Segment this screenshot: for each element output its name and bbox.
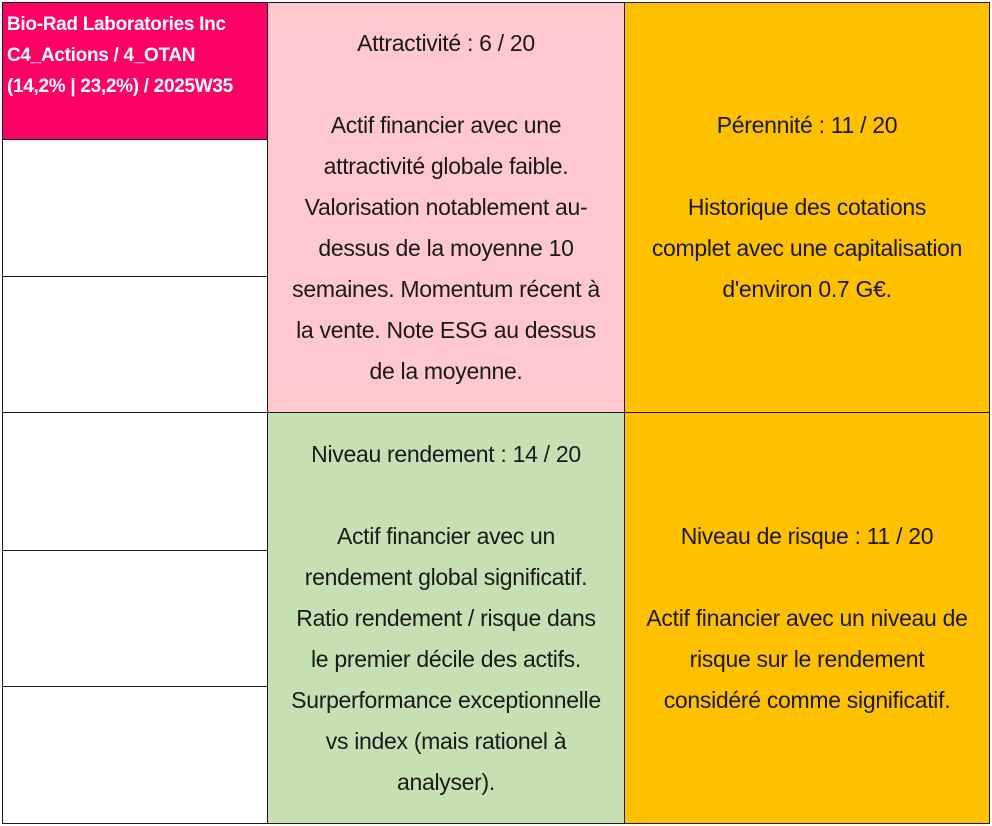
asset-name: Bio-Rad Laboratories Inc: [7, 14, 226, 35]
risque-title: Niveau de risque : 11 / 20: [680, 522, 934, 549]
empty-cell-1: [2, 139, 268, 277]
rendement-text-line: le premier décile des actifs.: [311, 645, 581, 672]
empty-cell-2: [2, 276, 268, 413]
risque-text-line: considéré comme significatif.: [663, 686, 951, 713]
asset-category: C4_Actions / 4_OTAN: [7, 45, 196, 66]
attractivite-title: Attractivité : 6 / 20: [357, 30, 535, 56]
attractivite-text-line: attractivité globale faible.: [323, 153, 569, 179]
rendement-text-line: rendement global significatif.: [304, 563, 588, 590]
empty-cell-3: [2, 412, 268, 551]
asset-period: (14,2% | 23,2%) / 2025W35: [7, 76, 233, 97]
asset-header: [2, 2, 268, 140]
rendement-text-line: Ratio rendement / risque dans: [296, 604, 596, 631]
attractivite-text-line: semaines. Momentum récent à: [292, 276, 600, 302]
risque-cell: [624, 412, 990, 824]
rendement-text-line: Surperformance exceptionnelle: [291, 686, 601, 713]
perennite-text-line: complet avec une capitalisation: [651, 235, 963, 261]
rendement-title: Niveau rendement : 14 / 20: [311, 440, 581, 467]
empty-cell-5: [2, 686, 268, 824]
rendement-text-line: analyser).: [397, 768, 495, 795]
attractivite-cell: [267, 2, 625, 413]
risque-text-line: risque sur le rendement: [689, 645, 925, 672]
attractivite-text-line: Actif financier avec une: [330, 112, 562, 138]
rendement-text-line: vs index (mais rationel à: [325, 727, 567, 754]
rendement-text-line: Actif financier avec un: [336, 522, 556, 549]
attractivite-text-line: Valorisation notablement au-: [304, 194, 588, 220]
rendement-cell: [267, 412, 625, 824]
empty-cell-4: [2, 550, 268, 687]
perennite-text-line: d'environ 0.7 G€.: [722, 276, 892, 302]
attractivite-text-line: dessus de la moyenne 10: [318, 235, 574, 261]
attractivite-text-line: la vente. Note ESG au dessus: [296, 317, 596, 343]
perennite-cell: [624, 2, 990, 413]
perennite-title: Pérennité : 11 / 20: [716, 112, 898, 138]
attractivite-text-line: de la moyenne.: [369, 358, 523, 384]
risque-text-line: Actif financier avec un niveau de: [646, 604, 968, 631]
perennite-text-line: Historique des cotations: [687, 194, 927, 220]
